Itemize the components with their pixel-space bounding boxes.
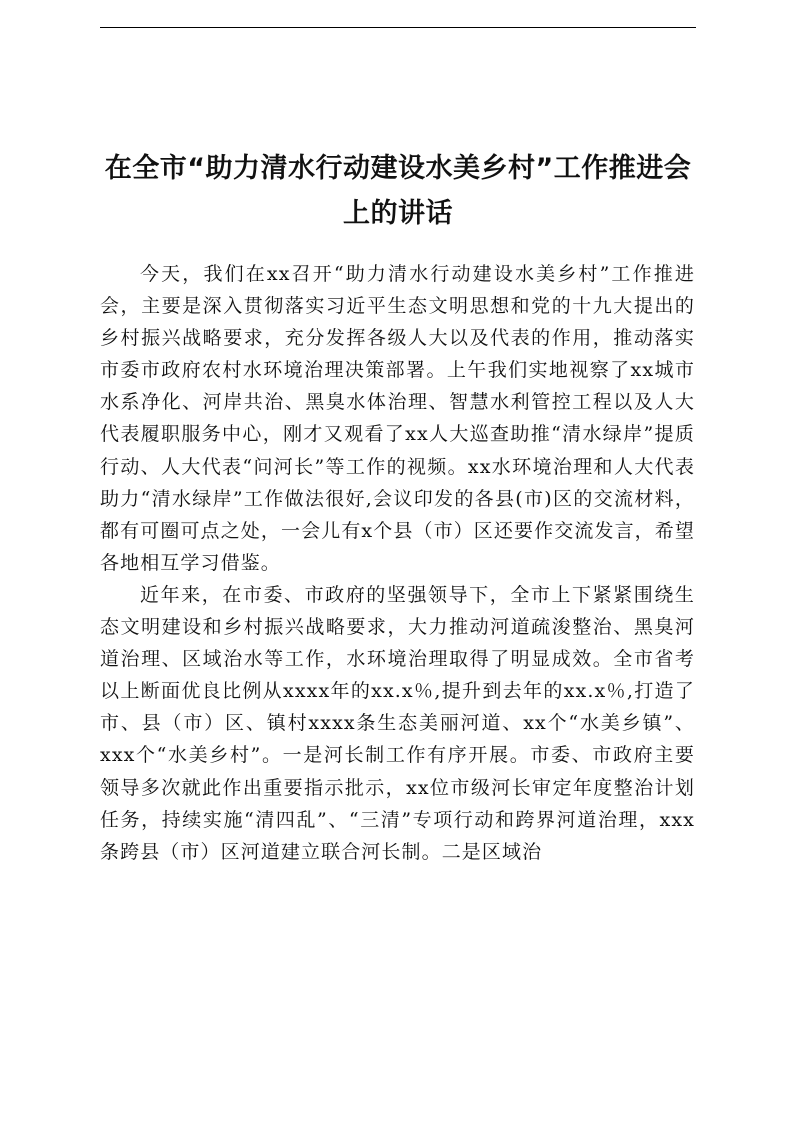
document-body xyxy=(100,258,695,868)
document-title: 在全市“助力清水行动建设水美乡村”工作推进会上的讲话 xyxy=(104,153,692,229)
paragraph-2: 近年来，在市委、市政府的坚强领导下，全市上下紧紧围绕生态文明建设和乡村振兴战略要求，大力推动河道疏浚整治、黑臭河道治理、区域治水等工作，水环境治理取得了明显成效。全市省考以上断面优良比例从xxxx年的xx.x％,提升到去年的xx.x％,打造了市、县（市）区、镇村xxxx条生态美丽河道、xx个“水美乡镇”、xxx个“水美乡村”。一是河长制工作有序开展。市委、市政府主要领导多次就此作出重要指示批示，xx位市级河长审定年度整治计划任务，持续实施“清四乱”、“三清”专项行动和跨界河道治理，xxx条跨县（市）区河道建立联合河长制。二是区域治 xyxy=(100,583,695,863)
header-rule xyxy=(100,27,696,28)
paragraph-1: 今天，我们在xx召开“助力清水行动建设水美乡村”工作推进会，主要是深入贯彻落实习近平生态文明思想和党的十九大提出的乡村振兴战略要求，充分发挥各级人大以及代表的作用，推动落实市委市政府农村水环境治理决策部署。上午我们实地视察了xx城市水系净化、河岸共治、黑臭水体治理、智慧水利管控工程以及人大代表履职服务中心，刚才又观看了xx人大巡查助推“清水绿岸”提质行动、人大代表“问河长”等工作的视频。xx水环境治理和人大代表助力“清水绿岸”工作做法很好,会议印发的各县(市)区的交流材料，都有可圈可点之处，一会儿有x个县（市）区还要作交流发言，希望各地相互学习借鉴。 xyxy=(100,263,695,574)
